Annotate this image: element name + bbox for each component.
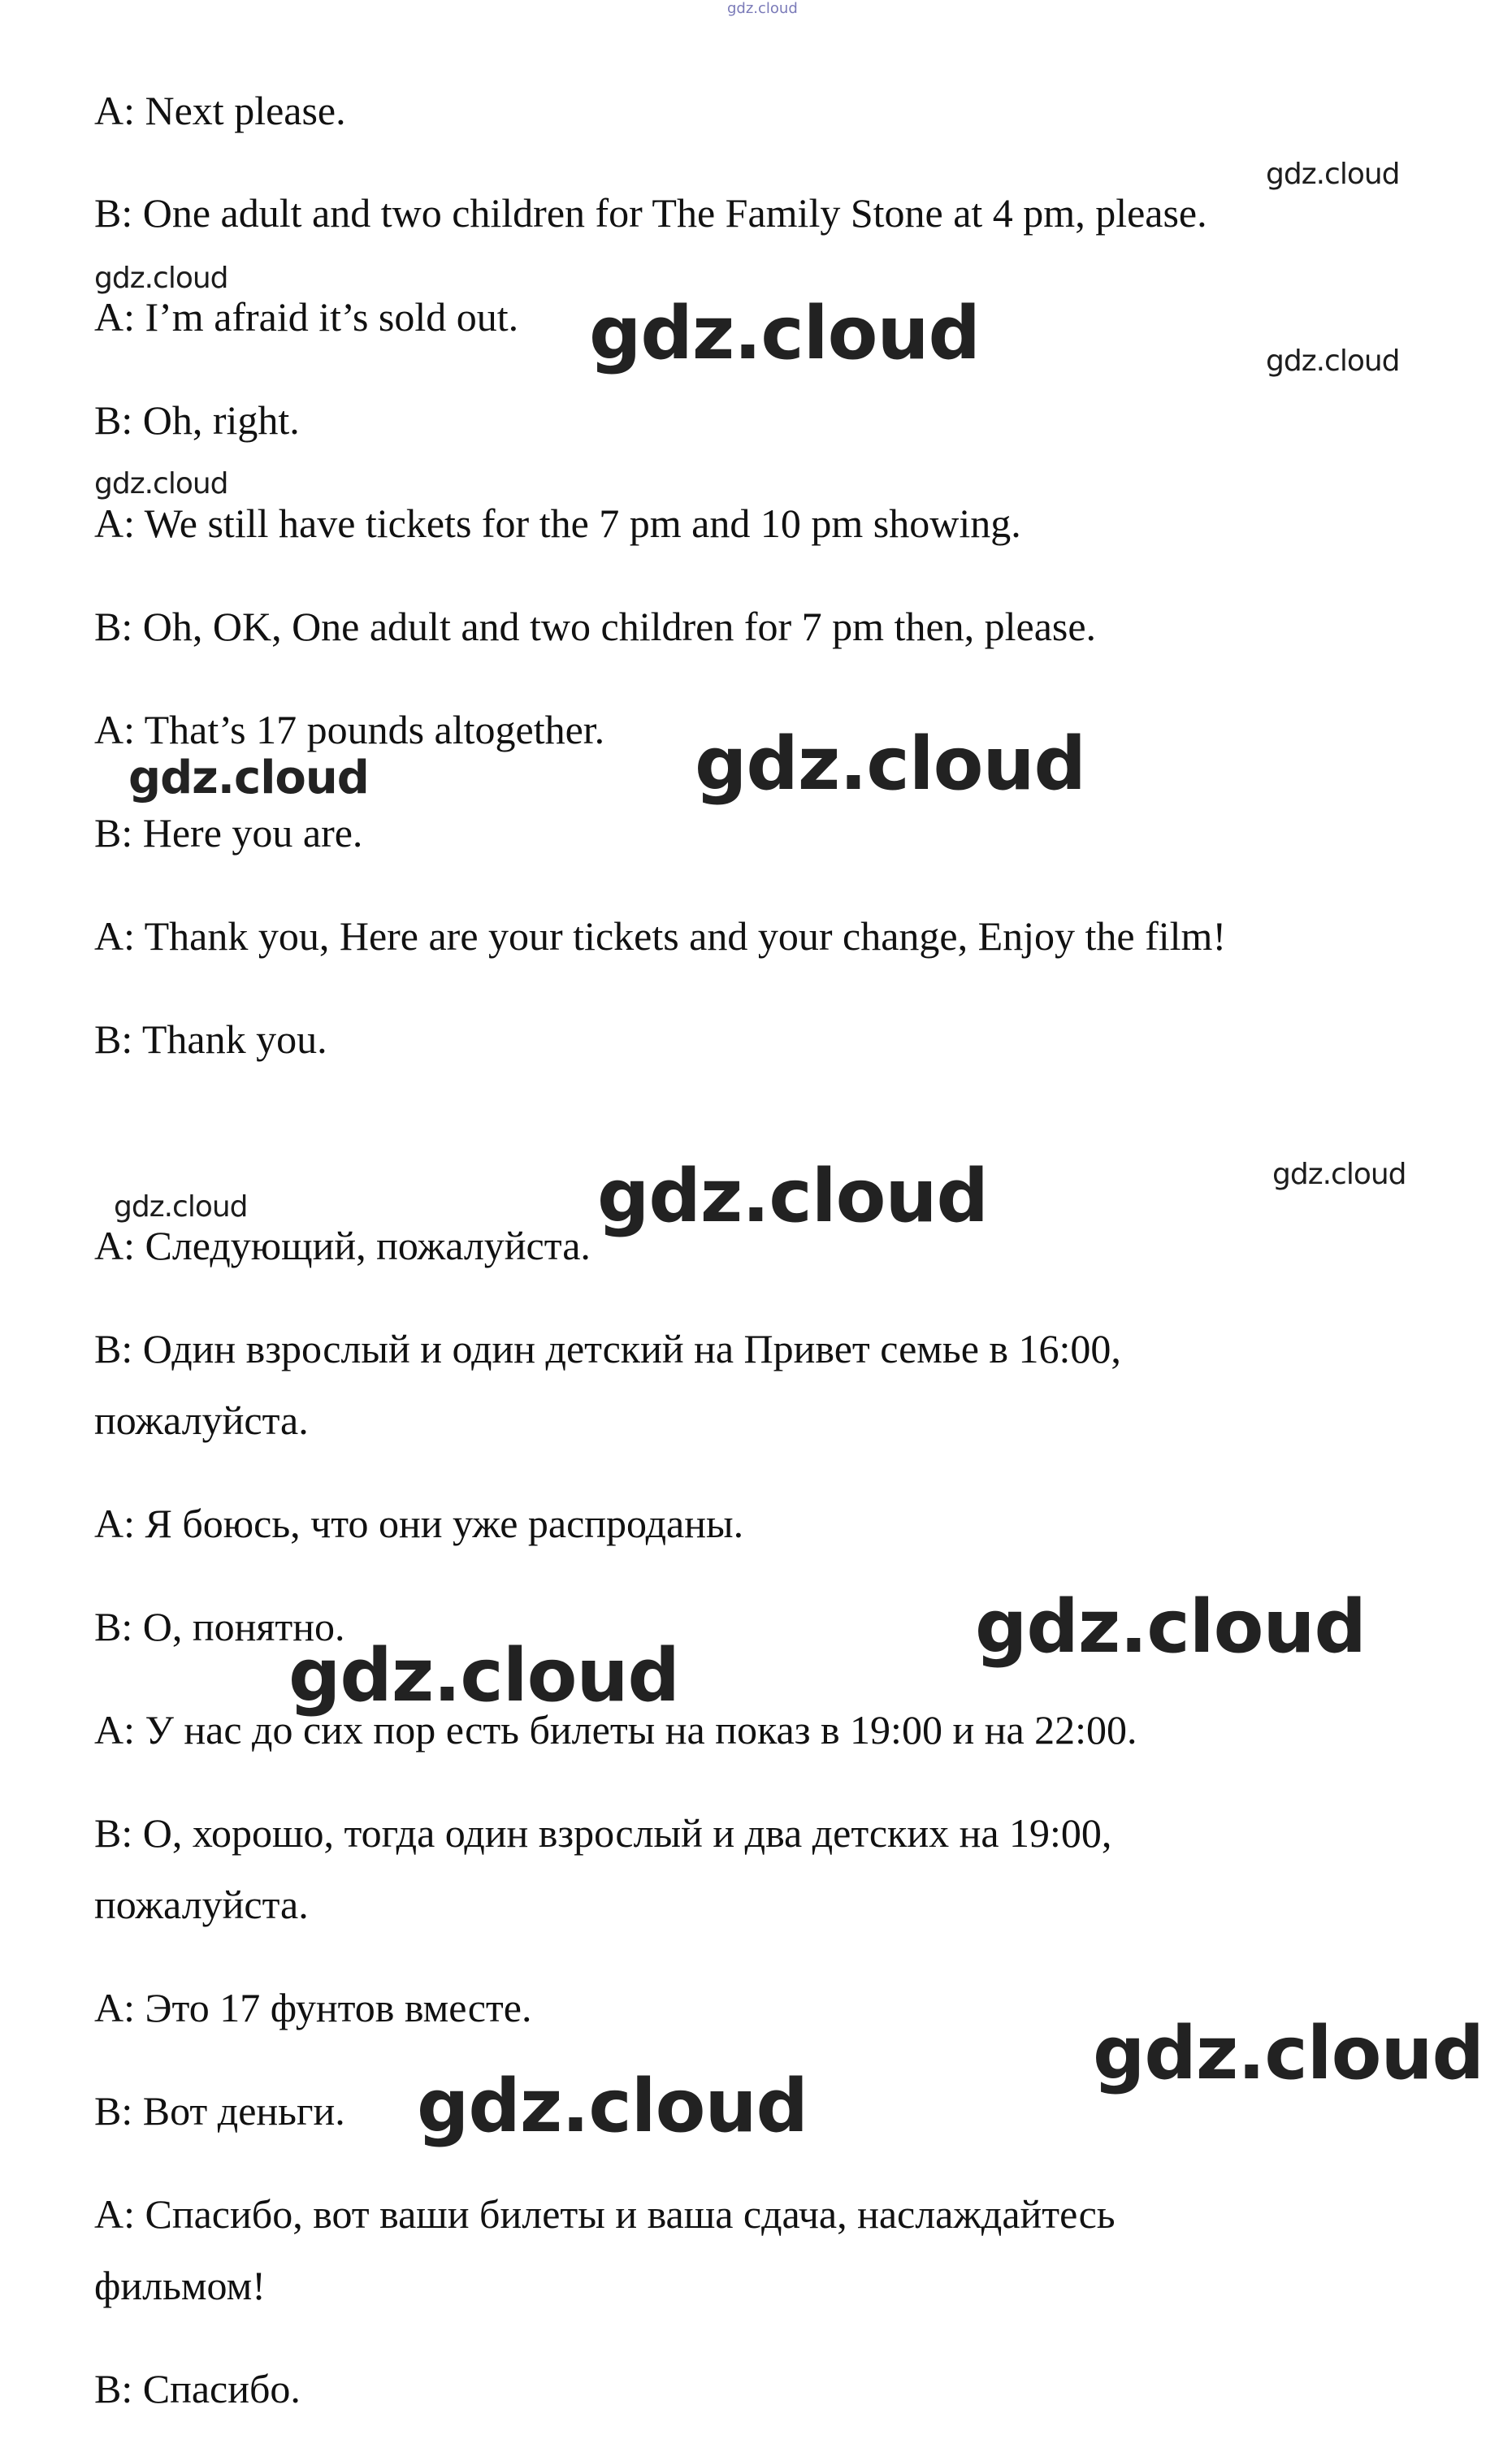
russian-line: B: Вот деньги. [94,2088,345,2134]
watermark: gdz.cloud [128,752,369,804]
watermark: gdz.cloud [1266,344,1400,378]
watermark: gdz.cloud [589,291,980,376]
watermark: gdz.cloud [114,1190,248,1224]
russian-line: A: Следующий, пожалуйста. [94,1223,591,1268]
english-line: B: One adult and two children for The Family Stone at 4 pm, please. [94,190,1207,236]
watermark: gdz.cloud [288,1633,679,1718]
watermark: gdz.cloud [1093,2011,1484,2096]
russian-line: пожалуйста. [94,1882,309,1927]
russian-line: B: О, понятно. [94,1604,345,1649]
russian-line: пожалуйста. [94,1397,309,1443]
russian-line: B: Один взрослый и один детский на Привет семье в 16:00, [94,1326,1121,1371]
watermark: gdz.cloud [1266,158,1400,191]
watermark: gdz.cloud [94,467,228,500]
russian-line: B: Спасибо. [94,2366,301,2411]
russian-line: A: Это 17 фунтов вместе. [94,1985,532,2030]
english-line: B: Thank you. [94,1016,327,1062]
english-line: A: That’s 17 pounds altogether. [94,707,605,752]
russian-line: A: Спасибо, вот ваши билеты и ваша сдача, наслаждайтесь [94,2191,1116,2237]
english-line: B: Oh, OK, One adult and two children for 7 pm then, please. [94,604,1097,649]
russian-line: A: У нас до сих пор есть билеты на показ в 19:00 и на 22:00. [94,1707,1137,1753]
russian-line: B: О, хорошо, тогда один взрослый и два детских на 19:00, [94,1810,1112,1856]
english-line: B: Here you are. [94,810,363,856]
top-watermark: gdz.cloud [727,0,798,17]
watermark: gdz.cloud [597,1154,988,1239]
english-line: A: I’m afraid it’s sold out. [94,294,519,340]
english-line: A: Next please. [94,88,346,133]
watermark: gdz.cloud [417,2064,808,2149]
english-line: A: We still have tickets for the 7 pm and 10 pm showing. [94,500,1021,546]
watermark: gdz.cloud [94,262,228,295]
russian-line: фильмом! [94,2263,266,2308]
watermark: gdz.cloud [695,721,1085,807]
russian-line: A: Я боюсь, что они уже распроданы. [94,1501,744,1546]
english-line: A: Thank you, Here are your tickets and your change, Enjoy the film! [94,913,1227,959]
english-line: B: Oh, right. [94,397,300,443]
watermark: gdz.cloud [975,1584,1366,1670]
watermark: gdz.cloud [1272,1158,1406,1191]
